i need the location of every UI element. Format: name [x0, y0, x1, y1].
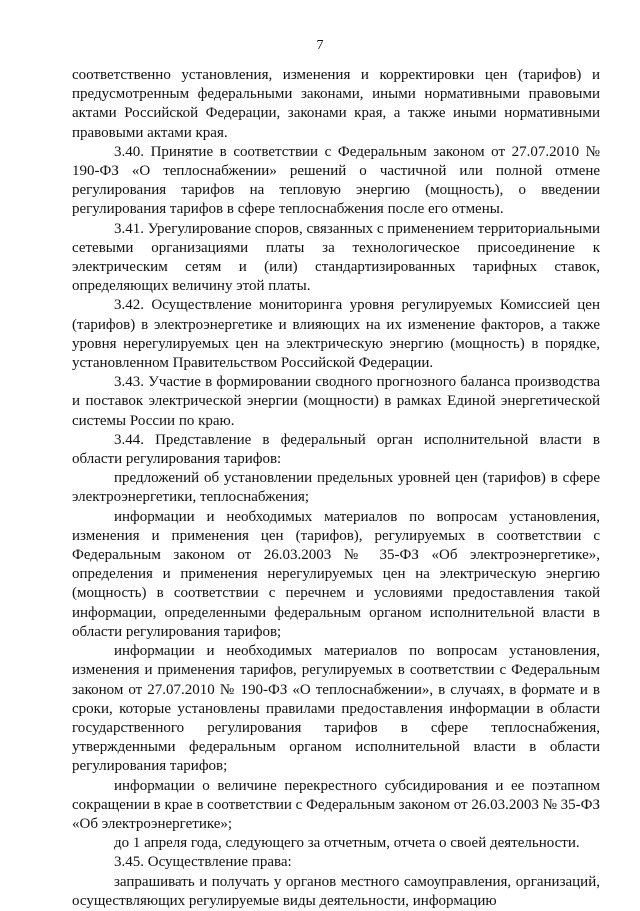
paragraph-3-42: 3.42. Осуществление мониторинга уровня регулируемых Комиссией цен (тарифов) в электроэнергетике и влияющих на их изменение факторов, а также уровня нерегулируемых цен на электрическую энергию (мощность) в порядке, установленном Правительством Российской Федерации.: [72, 297, 600, 372]
paragraph-3-43: 3.43. Участие в формировании сводного прогнозного баланса производства и поставок электрической энергии (мощности) в рамках Единой энергетической системы России по краю.: [72, 374, 600, 429]
paragraph-3-44-item-3: информации и необходимых материалов по вопросам установления, изменения и применения тарифов, регулируемых в соответствии с Федеральным законом от 27.07.2010 № 190-ФЗ «О теплоснабжении», в случаях, в формате и в сроки, которые установлены правилами предоставления информации в области государственного регулирования тарифов в сфере теплоснабжения, утвержденными федеральным органом исполнительной власти в области регулирования тарифов;: [72, 643, 600, 775]
paragraph-3-45: 3.45. Осуществление права:: [114, 854, 292, 871]
paragraph-3-41: 3.41. Урегулирование споров, связанных с применением территориальными сетевыми организациями платы за технологическое присоединение к электрическим сетям и (или) стандартизированных тарифных ставок, определяющих величину этой платы.: [72, 220, 601, 295]
paragraph-3-44: 3.44. Представление в федеральный орган исполнительной власти в области регулирования тарифов:: [72, 431, 600, 468]
page-number: 7: [316, 38, 324, 53]
paragraph-3-44-item-5: до 1 апреля года, следующего за отчетным, отчета о своей деятельности.: [114, 835, 580, 852]
paragraph-3-40: 3.40. Принятие в соответствии с Федеральным законом от 27.07.2010 № 190-ФЗ «О теплоснабжении» решений о частичной или полной отмене регулирования тарифов на тепловую энергию (мощность), о введении регулирования тарифов в сфере теплоснабжения после его отмены.: [72, 143, 600, 218]
paragraph-continuation: соответственно установления, изменения и корректировки цен (тарифов) и предусмотренным федеральными законами, иными нормативными правовыми актами Российской Федерации, законами края, а также иными нормативными правовыми актами края.: [72, 67, 600, 141]
paragraph-3-45-item-1: запрашивать и получать у органов местного самоуправления, организаций, осуществляющих регулируемые виды деятельности, информацию: [72, 873, 600, 909]
paragraph-3-44-item-1: предложений об установлении предельных уровней цен (тарифов) в сфере электроэнергетики, теплоснабжения;: [72, 470, 600, 506]
paragraph-3-44-item-2: информации и необходимых материалов по вопросам установления, изменения и применения цен (тарифов), регулируемых в соответствии с Федеральным законом от 26.03.2003 № 35-ФЗ «Об электроэнергетике», определения и применения нерегулируемых цен на электрическую энергию (мощность) в соответствии с перечнем и условиями предоставления такой информации, определенными федеральным органом исполнительной власти в области регулирования тарифов;: [72, 508, 600, 640]
document-body: [72, 66, 600, 911]
paragraph-3-44-item-4: информации о величине перекрестного субсидирования и ее поэтапном сокращении в крае в соответствии с Федеральным законом от 26.03.2003 № 35-ФЗ «Об электроэнергетике»;: [72, 777, 601, 832]
